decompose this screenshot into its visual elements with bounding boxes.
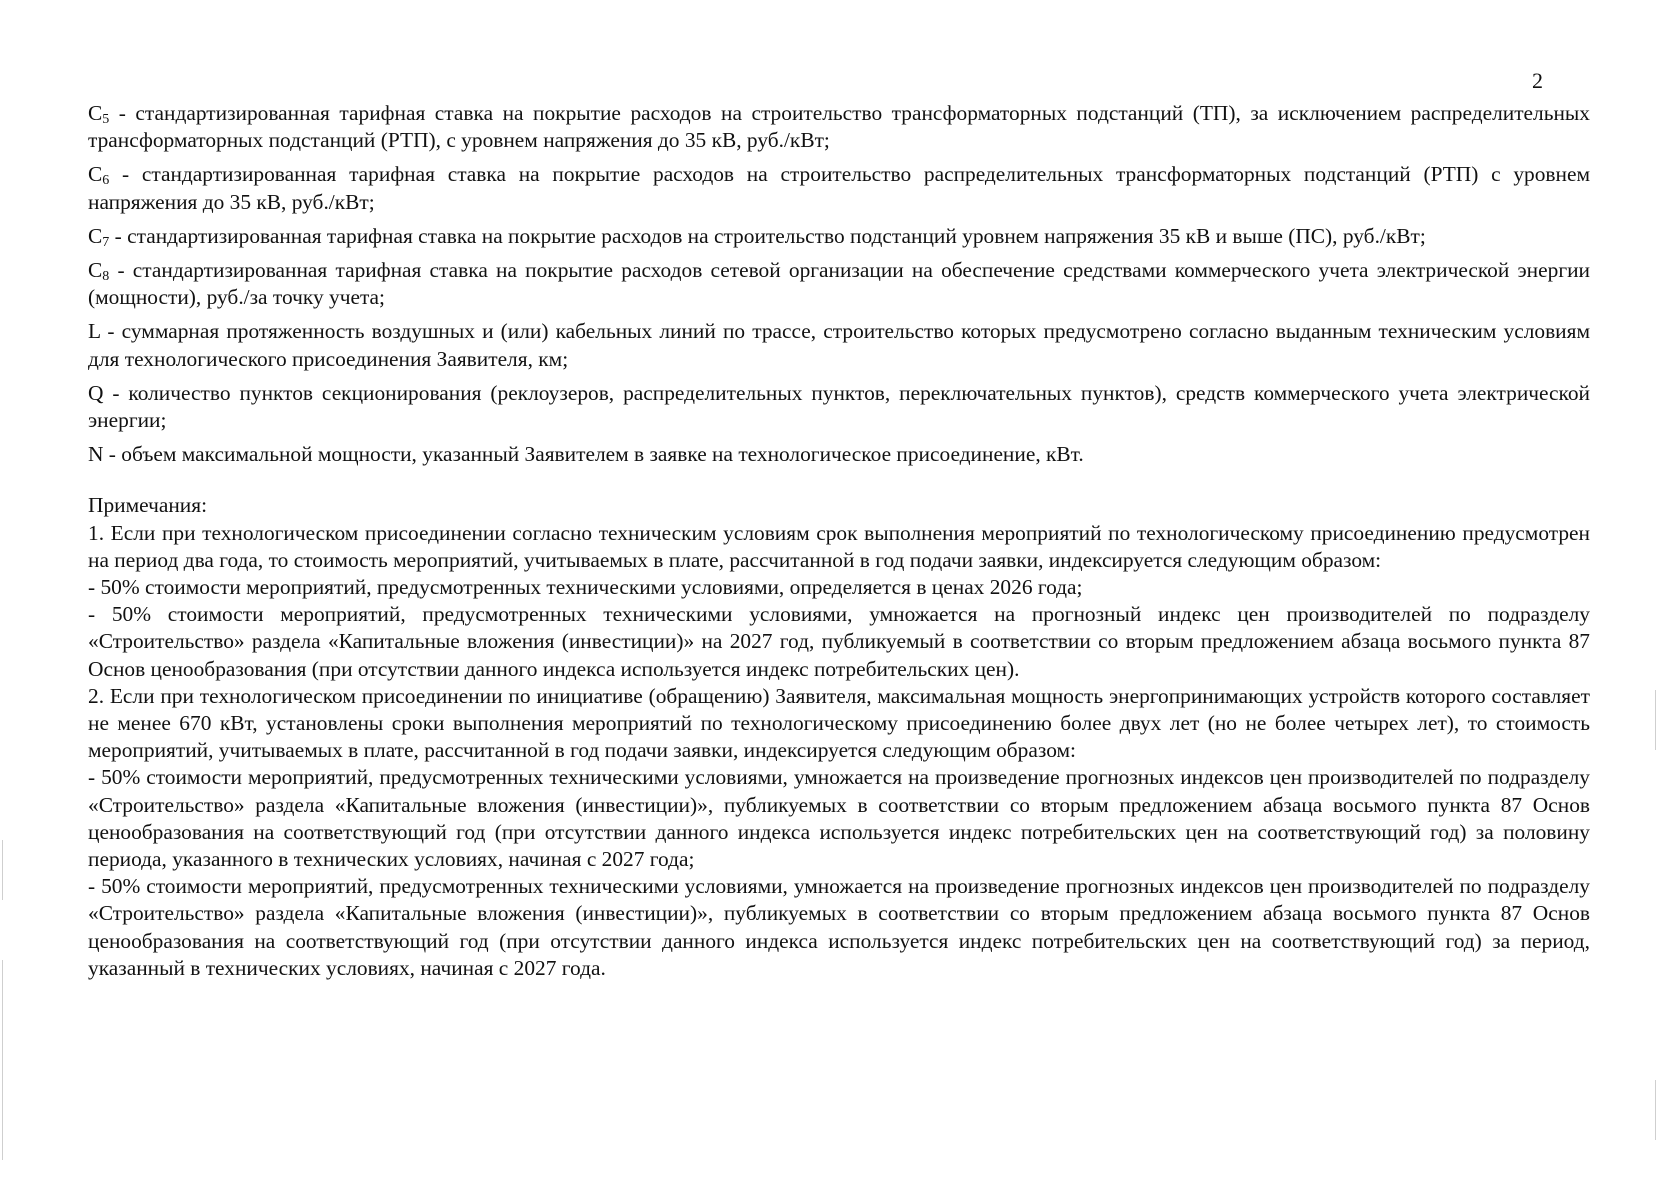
- definition-q: [88, 380, 1590, 434]
- document-body: [88, 100, 1590, 982]
- definition-c5: [88, 100, 1590, 154]
- definition-text: - количество пунктов секционирования (реклоузеров, распределительных пунктов, переключательных пунктов), средств коммерческого учета электрической энергии;: [88, 380, 1590, 433]
- definition-c8: [88, 257, 1590, 311]
- note-item: 1. Если при технологическом присоединении согласно техническим условиям срок выполнения мероприятий по технологическому присоединению предусмотрен на период два года, то стоимость мероприятий, учитываемых в плате, рассчитанной в год подачи заявки, индексируется следующим образом:: [88, 520, 1590, 572]
- definition-symbol: N: [88, 442, 104, 467]
- definition-text: - стандартизированная тарифная ставка на покрытие расходов на строительство распределительных трансформаторных подстанций (РТП) с уровнем напряжения до 35 кВ, руб./кВт;: [88, 162, 1590, 214]
- definition-text: - объем максимальной мощности, указанный Заявителем в заявке на технологическое присоединение, кВт.: [103, 442, 1084, 467]
- definition-symbol: $C_6$: [88, 162, 110, 189]
- definition-symbol: L: [88, 319, 101, 344]
- definition-text: - суммарная протяженность воздушных и (или) кабельных линий по трассе, строительство которых предусмотрено согласно выданным техническим условиям для технологического присоединения Заявителя, км;: [88, 319, 1590, 371]
- definition-symbol: Q: [88, 380, 104, 405]
- definition-symbol: $C_8$: [88, 258, 110, 285]
- definition-text: - стандартизированная тарифная ставка на покрытие расходов на строительство подстанций уровнем напряжения 35 кВ и выше (ПС), руб./кВт;: [109, 223, 1426, 248]
- note-item: - 50% стоимости мероприятий, предусмотренных техническими условиями, умножается на произведение прогнозных индексов цен производителей по подразделу «Строительство» раздела «Капитальные вложения (инвестиции)», публикуемых в соответствии со вторым предложением абзаца восьмого пункта 87 Основ ценообразования на соответствующий год (при отсутствии данного индекса используется индекс потребительских цен на соответствующий год) за период, указанный в технических условиях, начиная с 2027 года.: [88, 874, 1590, 980]
- scan-edge-mark: [2, 960, 3, 1160]
- definition-c6: [88, 161, 1590, 215]
- scan-edge-mark: [1655, 1080, 1656, 1140]
- page-number: 2: [1532, 68, 1543, 93]
- definition-l: [88, 318, 1590, 372]
- definition-c7: [88, 223, 1590, 250]
- note-item: 2. Если при технологическом присоединении по инициативе (обращению) Заявителя, максимальная мощность энергопринимающих устройств которого составляет не менее 670 кВт, установлены сроки выполнения мероприятий по технологическому присоединению более двух лет (но не более четырех лет), то стоимость мероприятий, учитываемых в плате, рассчитанной в год подачи заявки, индексируется следующим образом:: [88, 683, 1590, 763]
- definition-text: - стандартизированная тарифная ставка на покрытие расходов на строительство трансформаторных подстанций (ТП), за исключением распределительных трансформаторных подстанций (РТП), с уровнем напряжения до 35 кВ, руб./кВт;: [88, 101, 1590, 153]
- notes-title: Примечания:: [88, 493, 208, 518]
- note-item: - 50% стоимости мероприятий, предусмотренных техническими условиями, умножается на произведение прогнозных индексов цен производителей по подразделу «Строительство» раздела «Капитальные вложения (инвестиции)», публикуемых в соответствии со вторым предложением абзаца восьмого пункта 87 Основ ценообразования на соответствующий год (при отсутствии данного индекса используется индекс потребительских цен на соответствующий год) за половину периода, указанного в технических условиях, начиная с 2027 года;: [88, 765, 1590, 872]
- definition-text: - стандартизированная тарифная ставка на покрытие расходов сетевой организации на обеспечение средствами коммерческого учета электрической энергии (мощности), руб./за точку учета;: [88, 258, 1590, 310]
- scan-edge-mark: [2, 840, 3, 900]
- definition-n: [88, 441, 1590, 468]
- note-item: - 50% стоимости мероприятий, предусмотренных техническими условиями, определяется в ценах 2026 года;: [88, 575, 1083, 600]
- scan-edge-mark: [1655, 690, 1656, 750]
- note-item: - 50% стоимости мероприятий, предусмотренных техническими условиями, умножается на прогнозный индекс цен производителей по подразделу «Строительство» раздела «Капитальные вложения (инвестиции)» на 2027 год, публикуемый в соответствии со вторым предложением абзаца восьмого пункта 87 Основ ценообразования (при отсутствии данного индекса используется индекс потребительских цен).: [88, 602, 1590, 681]
- definition-symbol: $C_5$: [88, 101, 110, 127]
- definition-symbol: $C_7$: [88, 223, 110, 250]
